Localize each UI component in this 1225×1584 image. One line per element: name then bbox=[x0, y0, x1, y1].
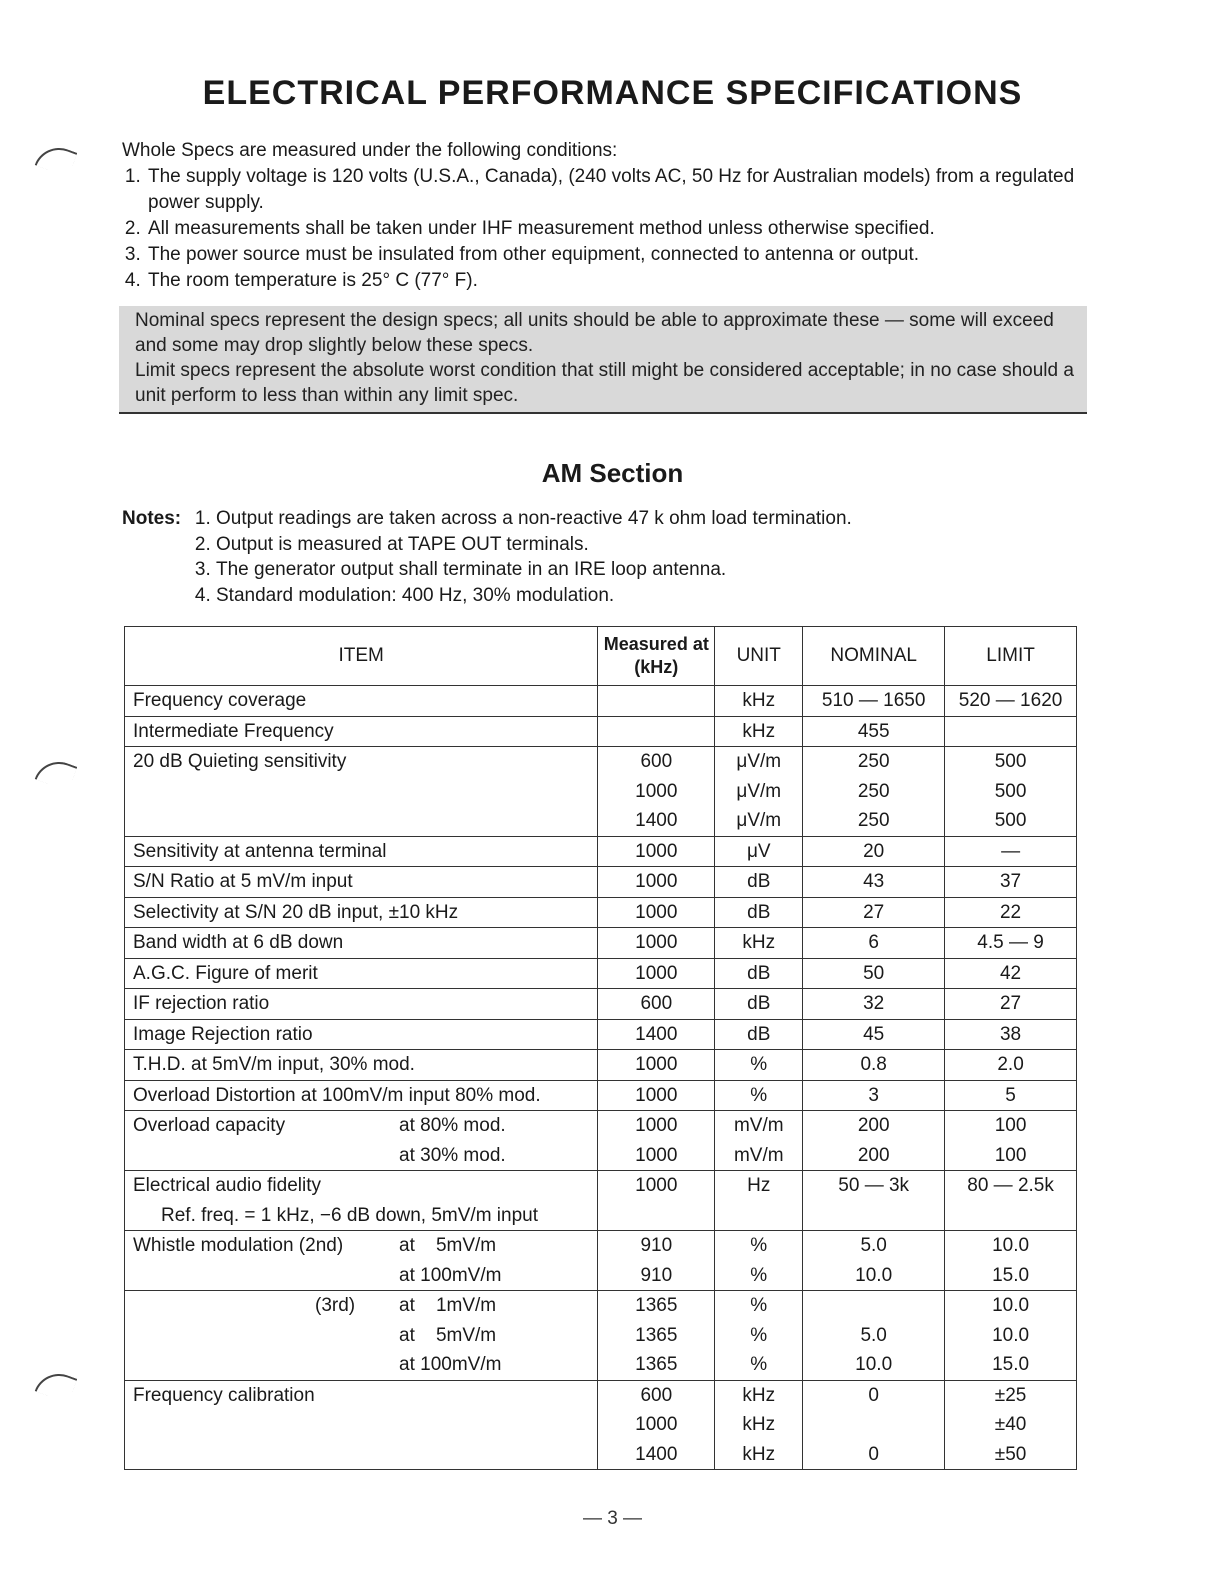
row-nominal: 32 bbox=[803, 989, 945, 1020]
row-measured: 600 bbox=[598, 1380, 715, 1410]
row-unit: μV/m bbox=[715, 777, 803, 807]
row-nominal: 10.0 bbox=[803, 1350, 945, 1380]
row-item bbox=[125, 1410, 598, 1440]
table-row bbox=[125, 1111, 1077, 1141]
table-row bbox=[125, 1231, 1077, 1261]
row-item: Band width at 6 dB down bbox=[125, 928, 598, 959]
row-item-cell bbox=[125, 1321, 598, 1351]
table-row bbox=[125, 1050, 1077, 1081]
page-title: ELECTRICAL PERFORMANCE SPECIFICATIONS bbox=[202, 74, 1023, 112]
table-row bbox=[125, 806, 1077, 836]
table-row bbox=[125, 777, 1077, 807]
row-nominal: 250 bbox=[803, 747, 945, 777]
note-item: 3. The generator output shall terminate in an IRE loop antenna. bbox=[216, 557, 852, 583]
table-row bbox=[125, 1350, 1077, 1380]
row-limit: 22 bbox=[945, 897, 1077, 928]
row-limit: 10.0 bbox=[945, 1231, 1077, 1261]
header-measured: Measured at (kHz) bbox=[598, 627, 715, 686]
row-limit: 37 bbox=[945, 867, 1077, 898]
row-nominal: 510 — 1650 bbox=[803, 686, 945, 717]
binder-hole-mark bbox=[35, 1367, 78, 1404]
row-nominal: 0 bbox=[803, 1440, 945, 1470]
table-row bbox=[125, 1380, 1077, 1410]
row-unit: μV/m bbox=[715, 747, 803, 777]
row-limit: 100 bbox=[945, 1141, 1077, 1171]
row-unit: % bbox=[715, 1050, 803, 1081]
page-number: — 3 — bbox=[582, 1508, 643, 1529]
row-unit: μV/m bbox=[715, 806, 803, 836]
table-row bbox=[125, 747, 1077, 777]
condition-item: 1. The supply voltage is 120 volts (U.S.A., Canada), (240 volts AC, 50 Hz for Australian models) from a regulated power supply. bbox=[146, 164, 1102, 216]
row-condition: at 1mV/m bbox=[399, 1295, 497, 1316]
condition-item: 4. The room temperature is 25° C (77° F). bbox=[146, 268, 1102, 294]
row-item: Overload Distortion at 100mV/m input 80% mod. bbox=[125, 1080, 598, 1111]
row-limit: 500 bbox=[945, 747, 1077, 777]
row-measured: 1365 bbox=[598, 1291, 715, 1321]
row-item-cell bbox=[125, 1261, 598, 1291]
row-measured: 910 bbox=[598, 1261, 715, 1291]
note-item: 2. Output is measured at TAPE OUT terminals. bbox=[216, 532, 852, 558]
notes-label: Notes: bbox=[122, 508, 182, 529]
row-nominal: 5.0 bbox=[803, 1231, 945, 1261]
row-nominal: 0.8 bbox=[803, 1050, 945, 1081]
row-unit: % bbox=[715, 1231, 803, 1261]
row-nominal: 3 bbox=[803, 1080, 945, 1111]
row-item: IF rejection ratio bbox=[125, 989, 598, 1020]
row-measured: 1000 bbox=[598, 1080, 715, 1111]
row-unit: dB bbox=[715, 1019, 803, 1050]
row-limit bbox=[945, 1201, 1077, 1231]
row-measured: 600 bbox=[598, 747, 715, 777]
row-measured: 1000 bbox=[598, 1141, 715, 1171]
row-unit: μV bbox=[715, 836, 803, 867]
row-limit: 500 bbox=[945, 806, 1077, 836]
row-unit: mV/m bbox=[715, 1111, 803, 1141]
row-item: A.G.C. Figure of merit bbox=[125, 958, 598, 989]
row-unit: Hz bbox=[715, 1171, 803, 1201]
header-item: ITEM bbox=[125, 627, 598, 686]
row-limit: 500 bbox=[945, 777, 1077, 807]
notes-list bbox=[122, 506, 852, 608]
row-nominal: 45 bbox=[803, 1019, 945, 1050]
row-item bbox=[125, 1440, 598, 1470]
table-header-row bbox=[125, 627, 1077, 686]
notes-block bbox=[122, 506, 852, 608]
row-limit: 38 bbox=[945, 1019, 1077, 1050]
row-nominal: 250 bbox=[803, 777, 945, 807]
row-unit bbox=[715, 1201, 803, 1231]
table-row bbox=[125, 989, 1077, 1020]
row-limit: 100 bbox=[945, 1111, 1077, 1141]
row-unit: % bbox=[715, 1261, 803, 1291]
row-limit: 10.0 bbox=[945, 1291, 1077, 1321]
row-measured: 1400 bbox=[598, 1440, 715, 1470]
row-nominal: 5.0 bbox=[803, 1321, 945, 1351]
row-unit: kHz bbox=[715, 1440, 803, 1470]
row-nominal: 20 bbox=[803, 836, 945, 867]
row-unit: dB bbox=[715, 958, 803, 989]
row-nominal: 50 — 3k bbox=[803, 1171, 945, 1201]
row-unit: % bbox=[715, 1350, 803, 1380]
row-item-cell bbox=[125, 1291, 598, 1321]
row-condition: at 80% mod. bbox=[399, 1115, 506, 1136]
row-limit: 15.0 bbox=[945, 1350, 1077, 1380]
row-unit: mV/m bbox=[715, 1141, 803, 1171]
row-measured: 1400 bbox=[598, 806, 715, 836]
table-row bbox=[125, 716, 1077, 747]
row-nominal: 455 bbox=[803, 716, 945, 747]
row-item-cell bbox=[125, 1201, 598, 1231]
table-row bbox=[125, 1261, 1077, 1291]
row-limit: 10.0 bbox=[945, 1321, 1077, 1351]
row-unit: % bbox=[715, 1321, 803, 1351]
row-nominal: 43 bbox=[803, 867, 945, 898]
table-row bbox=[125, 1201, 1077, 1231]
row-measured bbox=[598, 1201, 715, 1231]
row-item: Sensitivity at antenna terminal bbox=[125, 836, 598, 867]
nominal-definition: Nominal specs represent the design specs; all units should be able to approximate these — some will exceed and some may drop slightly below these specs. bbox=[135, 310, 1054, 356]
row-item-cell bbox=[125, 1231, 598, 1261]
limit-definition: Limit specs represent the absolute worst condition that still might be considered acceptable; in no case should a unit perform to less than within any limit spec. bbox=[135, 360, 1074, 406]
row-measured: 1400 bbox=[598, 1019, 715, 1050]
condition-item: 2. All measurements shall be taken under IHF measurement method unless otherwise specified. bbox=[146, 216, 1102, 242]
row-item: S/N Ratio at 5 mV/m input bbox=[125, 867, 598, 898]
row-unit: kHz bbox=[715, 686, 803, 717]
conditions-lead: Whole Specs are measured under the following conditions: bbox=[122, 140, 618, 161]
row-measured: 1365 bbox=[598, 1321, 715, 1351]
row-nominal: 200 bbox=[803, 1141, 945, 1171]
table-row bbox=[125, 686, 1077, 717]
row-item: T.H.D. at 5mV/m input, 30% mod. bbox=[125, 1050, 598, 1081]
row-item: Selectivity at S/N 20 dB input, ±10 kHz bbox=[125, 897, 598, 928]
row-condition: at 100mV/m bbox=[399, 1354, 502, 1375]
header-unit: UNIT bbox=[715, 627, 803, 686]
row-nominal bbox=[803, 1201, 945, 1231]
row-measured: 1000 bbox=[598, 928, 715, 959]
row-measured: 1000 bbox=[598, 958, 715, 989]
table-row bbox=[125, 867, 1077, 898]
table-row bbox=[125, 1291, 1077, 1321]
row-nominal bbox=[803, 1410, 945, 1440]
spec-definition-box bbox=[119, 306, 1087, 414]
binder-hole-mark bbox=[35, 141, 78, 178]
table-row bbox=[125, 1410, 1077, 1440]
row-limit bbox=[945, 716, 1077, 747]
row-unit: dB bbox=[715, 867, 803, 898]
row-unit: kHz bbox=[715, 928, 803, 959]
header-limit: LIMIT bbox=[945, 627, 1077, 686]
row-unit: kHz bbox=[715, 1410, 803, 1440]
measurement-conditions bbox=[122, 138, 1102, 294]
table-row bbox=[125, 958, 1077, 989]
row-nominal: 27 bbox=[803, 897, 945, 928]
row-limit: 4.5 — 9 bbox=[945, 928, 1077, 959]
row-measured: 1000 bbox=[598, 897, 715, 928]
row-item: Overload capacity bbox=[133, 1115, 286, 1136]
table-row bbox=[125, 897, 1077, 928]
row-unit: kHz bbox=[715, 716, 803, 747]
row-measured: 1365 bbox=[598, 1350, 715, 1380]
row-item: Intermediate Frequency bbox=[125, 716, 598, 747]
row-condition: at 5mV/m bbox=[399, 1235, 497, 1256]
note-item: 1. Output readings are taken across a non-reactive 47 k ohm load termination. bbox=[216, 506, 852, 532]
table-row bbox=[125, 1019, 1077, 1050]
row-limit: ±50 bbox=[945, 1440, 1077, 1470]
row-measured bbox=[598, 716, 715, 747]
row-unit: dB bbox=[715, 989, 803, 1020]
row-measured bbox=[598, 686, 715, 717]
row-item: Image Rejection ratio bbox=[125, 1019, 598, 1050]
table-row bbox=[125, 1321, 1077, 1351]
row-condition: at 30% mod. bbox=[399, 1144, 506, 1166]
row-limit: 520 — 1620 bbox=[945, 686, 1077, 717]
row-item-cell bbox=[125, 1141, 598, 1171]
row-item: Ref. freq. = 1 kHz, −6 dB down, 5mV/m input bbox=[161, 1204, 539, 1226]
row-limit: 2.0 bbox=[945, 1050, 1077, 1081]
row-item bbox=[125, 806, 598, 836]
row-item: (3rd) bbox=[315, 1295, 356, 1316]
row-unit: % bbox=[715, 1291, 803, 1321]
row-measured: 1000 bbox=[598, 1171, 715, 1201]
row-limit: 15.0 bbox=[945, 1261, 1077, 1291]
table-row bbox=[125, 836, 1077, 867]
table-row bbox=[125, 1440, 1077, 1470]
row-nominal: 10.0 bbox=[803, 1261, 945, 1291]
row-measured: 910 bbox=[598, 1231, 715, 1261]
condition-item: 3. The power source must be insulated from other equipment, connected to antenna or output. bbox=[146, 242, 1102, 268]
am-spec-table bbox=[124, 626, 1077, 1470]
table-row bbox=[125, 1080, 1077, 1111]
table-row bbox=[125, 1141, 1077, 1171]
row-item: Frequency calibration bbox=[125, 1380, 598, 1410]
section-heading: AM Section bbox=[541, 458, 684, 488]
row-nominal: 200 bbox=[803, 1111, 945, 1141]
row-condition: at 100mV/m bbox=[399, 1264, 502, 1286]
row-measured: 1000 bbox=[598, 1410, 715, 1440]
row-item bbox=[125, 777, 598, 807]
row-limit: 5 bbox=[945, 1080, 1077, 1111]
row-item: Electrical audio fidelity bbox=[125, 1171, 598, 1201]
note-item: 4. Standard modulation: 400 Hz, 30% modulation. bbox=[216, 583, 852, 609]
row-unit: % bbox=[715, 1080, 803, 1111]
row-measured: 600 bbox=[598, 989, 715, 1020]
row-measured: 1000 bbox=[598, 1050, 715, 1081]
conditions-list bbox=[122, 164, 1102, 294]
row-measured: 1000 bbox=[598, 1111, 715, 1141]
row-condition: at 5mV/m bbox=[399, 1324, 497, 1346]
row-nominal: 6 bbox=[803, 928, 945, 959]
row-item-cell bbox=[125, 1111, 598, 1141]
row-limit: ±25 bbox=[945, 1380, 1077, 1410]
binder-hole-mark bbox=[35, 755, 78, 792]
row-nominal: 50 bbox=[803, 958, 945, 989]
row-limit: ±40 bbox=[945, 1410, 1077, 1440]
row-limit: — bbox=[945, 836, 1077, 867]
row-measured: 1000 bbox=[598, 867, 715, 898]
table-row bbox=[125, 928, 1077, 959]
row-measured: 1000 bbox=[598, 777, 715, 807]
row-limit: 42 bbox=[945, 958, 1077, 989]
row-measured: 1000 bbox=[598, 836, 715, 867]
row-item: Frequency coverage bbox=[125, 686, 598, 717]
row-item: Whistle modulation (2nd) bbox=[133, 1235, 344, 1256]
row-unit: dB bbox=[715, 897, 803, 928]
row-limit: 80 — 2.5k bbox=[945, 1171, 1077, 1201]
table-row bbox=[125, 1171, 1077, 1201]
row-item: 20 dB Quieting sensitivity bbox=[125, 747, 598, 777]
row-limit: 27 bbox=[945, 989, 1077, 1020]
row-nominal: 250 bbox=[803, 806, 945, 836]
row-nominal bbox=[803, 1291, 945, 1321]
row-nominal: 0 bbox=[803, 1380, 945, 1410]
header-nominal: NOMINAL bbox=[803, 627, 945, 686]
row-item-cell bbox=[125, 1350, 598, 1380]
row-unit: kHz bbox=[715, 1380, 803, 1410]
